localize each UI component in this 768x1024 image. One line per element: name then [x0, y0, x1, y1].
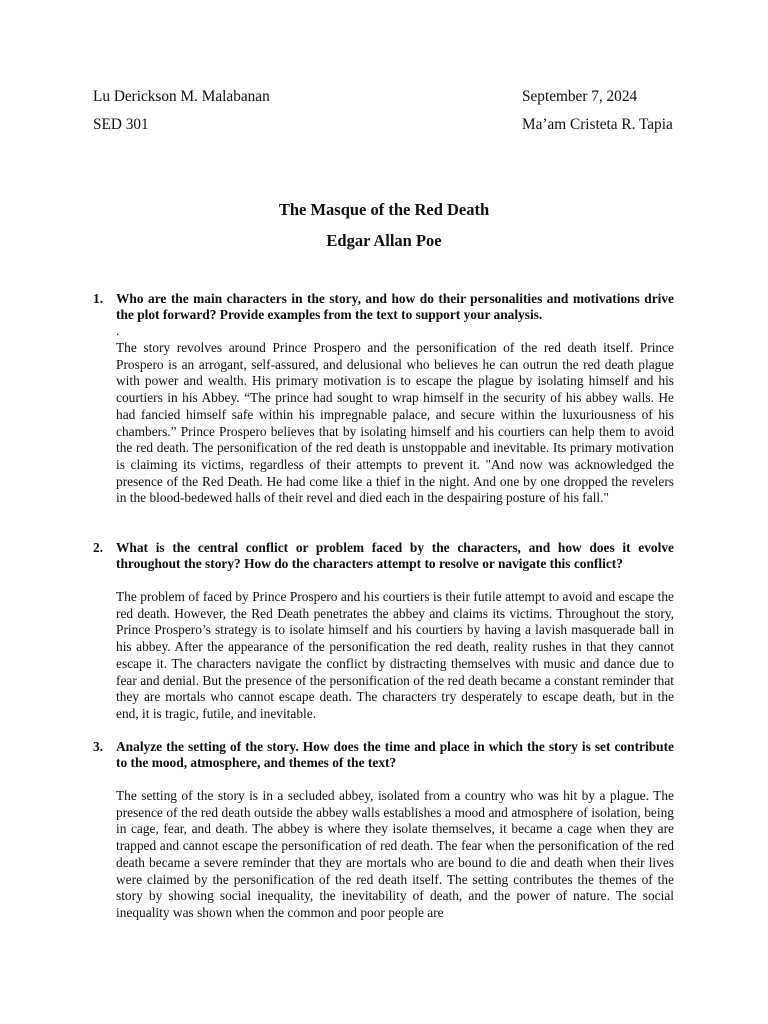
question-1: [93, 291, 674, 324]
question-text: Analyze the setting of the story. How does the time and place in which the story is set contribute to the mood, atmosphere, and themes of the text?: [116, 739, 674, 771]
answer-1: The story revolves around Prince Prospero and the personification of the red death itself. Prince Prospero is an arrogant, self-assured, and delusional who believes he can outrun the red death plague with power and wealth. His primary motivation is to escape the plague by isolating himself and his courtiers in his Abbey. “The prince had sought to wrap himself in the security of his abbey walls. He had fancied himself safe within his impregnable palace, and secure within the luxuriousness of his chambers.” Prince Prospero believes that by isolating himself and his courtiers can help them to avoid the red death. The personification of the red death is unstoppable and inevitable. Its primary motivation is claiming its victims, regardless of their attempts to prevent it. "And now was acknowledged the presence of the Red Death. He had come like a thief in the night. And one by one dropped the revelers in the blood-bedewed halls of their revel and died each in the despairing posture of his fall.": [116, 340, 674, 506]
instructor-name: Ma’am Cristeta R. Tapia: [522, 116, 673, 133]
work-title: The Masque of the Red Death: [278, 200, 490, 219]
answer-3: The setting of the story is in a secluded abbey, isolated from a country who was hit by a plague. The presence of the red death outside the abbey walls establishes a mood and atmosphere of isolation, being in cage, fear, and death. The abbey is where they isolate themselves, it became a cage when they are trapped and cannot escape the personification of red death. The fear when the personification of the red death became a severe reminder that they are mortals who are bound to die and death when their lives were claimed by the personification of the red death itself. The setting contributes the themes of the story by showing social inequality, the inevitability of death, and the power of nature. The social inequality was shown when the common and poor people are: [116, 788, 674, 920]
author-name: Lu Derickson M. Malabanan: [93, 88, 270, 105]
work-author: Edgar Allan Poe: [326, 231, 442, 250]
stray-mark: .: [116, 323, 120, 338]
question-text: Who are the main characters in the story, and how do their personalities and motivations drive the plot forward? Provide examples from the text to support your analysis.: [116, 291, 674, 323]
answer-2: The problem of faced by Prince Prospero and his courtiers is their futile attempt to avoid and escape the red death. However, the Red Death penetrates the abbey and claims its victims. Throughout the story, Prince Prospero’s strategy is to isolate himself and his courtiers by having a lavish masquerade ball in his abbey. After the appearance of the personification the red death, reality rushes in that they cannot escape it. The characters navigate the conflict by distracting themselves with music and dance due to fear and denial. But the presence of the personification of the red death became a constant reminder that they are mortals who cannot escape death. The characters try desperately to escape death, but in the end, it is tragic, futile, and inevitable.: [116, 589, 674, 721]
question-number: 2.: [93, 540, 104, 555]
submission-date: September 7, 2024: [522, 88, 638, 105]
question-text: What is the central conflict or problem faced by the characters, and how does it evolve throughout the story? How do the characters attempt to resolve or navigate this conflict?: [116, 540, 674, 572]
question-3: [93, 739, 674, 772]
course-code: SED 301: [93, 116, 149, 133]
question-number: 3.: [93, 739, 104, 754]
question-2: [93, 540, 674, 573]
question-number: 1.: [93, 291, 104, 306]
